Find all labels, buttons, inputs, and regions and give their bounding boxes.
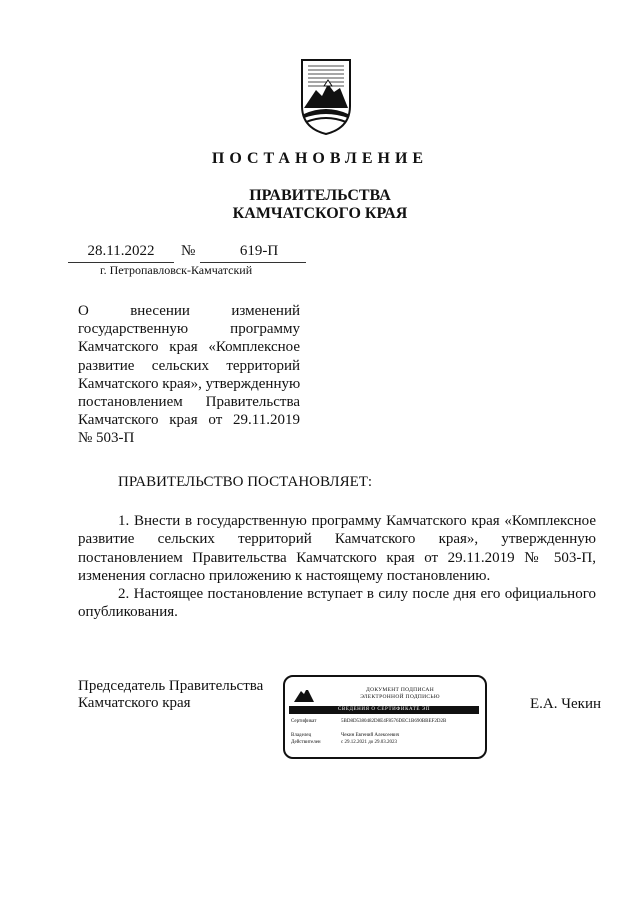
subject-line: Камчатского края «Комплексное [78,339,300,356]
document-title: ПОСТАНОВЛЕНИЕ [211,150,429,167]
stamp-heading-line-1: ДОКУМЕНТ ПОДПИСАН [366,687,434,693]
subject-line: Камчатского края», утвержденную [78,375,301,392]
body-line: опубликования. [78,604,178,621]
subject-line: развитие сельских территорий [78,357,300,374]
stamp-valid-label: Действителен [291,740,321,745]
signer-position-line-1: Председатель Правительства [78,678,264,694]
stamp-heading-line-2: ЭЛЕКТРОННОЙ ПОДПИСЬЮ [360,694,440,700]
signer-position-line-2: Камчатского края [78,695,191,711]
subject-line: постановлением Правительства [78,393,300,410]
kamchatka-emblem-icon [296,56,356,136]
subject-line: Камчатского края от 29.11.2019 [78,412,300,429]
issuer-line-2: КАМЧАТСКОГО КРАЯ [232,205,408,222]
resolution-heading: ПРАВИТЕЛЬСТВО ПОСТАНОВЛЯЕТ: [118,474,373,490]
body-line: постановлением Правительства Камчатского края от 29.11.2019 № 503-П, [78,549,596,566]
body-line: 1. Внести в государственную программу Камчатского края «Комплексное [118,513,596,529]
document-city: г. Петропавловск-Камчатский [100,263,253,277]
document-date: 28.11.2022 [87,243,155,259]
signer-name: Е.А. Чекин [530,696,601,712]
body-line: изменения согласно приложению к настоящему постановлению. [78,567,491,584]
stamp-owner-value: Чекин Евгений Алексеевич [341,733,400,738]
issuer-line-1: ПРАВИТЕЛЬСТВА [249,187,391,204]
stamp-owner-label: Владелец [291,733,312,738]
stamp-valid-value: с 29.12.2021 до 29.03.2023 [341,740,398,745]
body-line: развитие сельских территорий Камчатского края», утвержденную [78,531,596,548]
subject-line: О внесении изменений [78,303,300,319]
stamp-certificate-bar: СВЕДЕНИЯ О СЕРТИФИКАТЕ ЭП [289,706,479,714]
document-subject [78,302,300,448]
stamp-cert-value: 5BD8D5380482D8E4F8576DEC1B690BBEF2D2B [341,719,447,724]
subject-line: государственную программу [78,321,300,338]
body-line: 2. Настоящее постановление вступает в силу после дня его официального [118,586,596,603]
subject-line: № 503-П [78,430,135,447]
stamp-emblem-icon [293,685,315,703]
stamp-heading [325,687,475,701]
stamp-cert-label: Сертификат [291,719,317,724]
electronic-signature-stamp [283,675,487,759]
document-number: 619-П [239,243,279,259]
document-body [78,512,596,622]
number-sign: № [181,243,196,259]
